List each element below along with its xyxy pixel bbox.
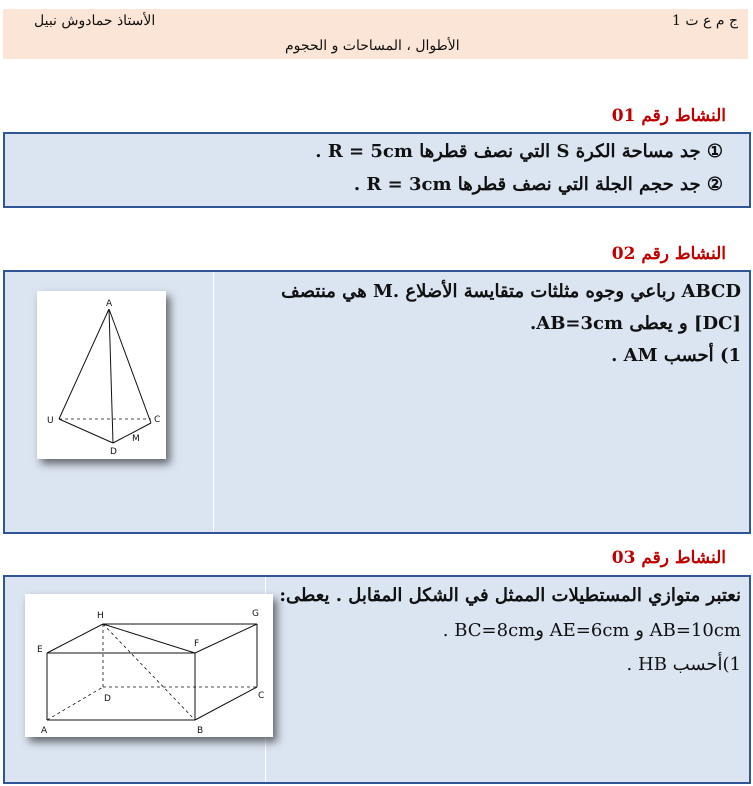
activity-2-line-1: ABCD رباعي وجوه مثلثات متقايسة الأضلاع .M هي منتصف (281, 281, 741, 302)
activity-2-line-2: [DC] و يعطى AB=3cm. (529, 313, 741, 334)
label-U: U (47, 416, 54, 426)
activity-3-line-2: AB=10cm و AE=6cm وBC=8cm . (442, 620, 741, 641)
lesson-subject: الأطوال ، المساحات و الحجوم (285, 38, 460, 54)
label-F: F (194, 639, 200, 649)
label-D: D (104, 694, 111, 704)
class-label: 1 ج م ع ت (672, 13, 738, 29)
cuboid-figure (25, 594, 273, 737)
edge-AC (109, 309, 151, 423)
activity-3-line-3: 1)أحسب HB . (626, 654, 741, 675)
label-M: M (132, 434, 140, 444)
activity-1-line-2: ② جد حجم الجلة التي نصف قطرها R = 3cm . (353, 174, 723, 195)
label-C: C (258, 691, 265, 701)
label-C: C (154, 415, 161, 425)
label-G: G (252, 609, 259, 619)
label-E: E (37, 645, 43, 655)
label-H: H (97, 611, 104, 621)
activity-2-divider (213, 272, 214, 532)
edge-AD-hidden (47, 687, 103, 720)
activity-3-line-1: نعتبر متوازي المستطيلات الممثل في الشكل المقابل . يعطى: (279, 585, 741, 606)
edge-FG (195, 624, 257, 653)
activity-1-title: النشاط رقم 01 (611, 106, 726, 126)
label-D: D (110, 447, 117, 457)
edge-UD (59, 419, 113, 443)
activity-2-title: النشاط رقم 02 (611, 244, 726, 264)
activity-3-title: النشاط رقم 03 (611, 548, 726, 568)
edge-EH (47, 624, 103, 653)
label-A: A (41, 726, 48, 736)
label-A: A (106, 299, 113, 309)
activity-2-line-3: 1) أحسب AM . (611, 345, 741, 366)
edge-AU (59, 309, 109, 419)
tetrahedron-figure (37, 291, 166, 459)
label-B: B (197, 726, 204, 736)
edge-BC (195, 687, 257, 720)
activity-1-line-1: ① جد مساحة الكرة S التي نصف قطرها R = 5cm . (315, 141, 723, 162)
edge-AD (109, 309, 113, 443)
teacher-name: الأستاذ حمادوش نبيل (34, 13, 156, 29)
